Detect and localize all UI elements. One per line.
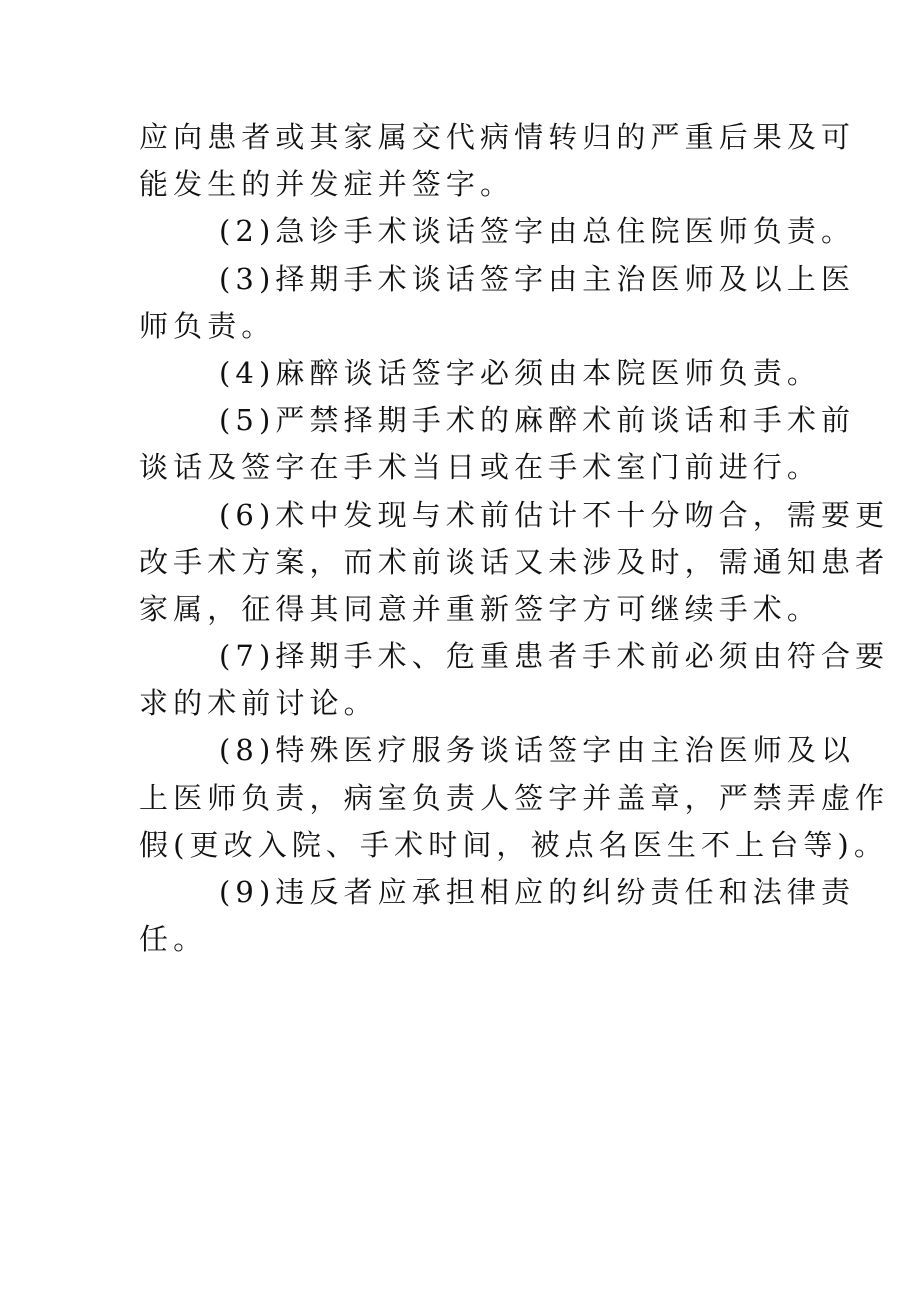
- paragraph-item-6: [139, 492, 890, 634]
- text-line: 谈话及签字在手术当日或在手术室门前进行。: [139, 450, 822, 485]
- text-line: (2)急诊手术谈话签字由总住院医师负责。: [219, 214, 856, 249]
- text-line: (9)违反者应承担相应的纠纷责任和法律责: [219, 875, 856, 909]
- paragraph-item-4: [139, 350, 821, 397]
- text-line: (6)术中发现与术前估计不十分吻合，需要更: [219, 497, 890, 532]
- paragraph-continuation: [139, 114, 856, 208]
- text-line: (4)麻醉谈话签字必须由本院医师负责。: [219, 355, 821, 390]
- text-line: (5)严禁择期手术的麻醉术前谈话和手术前: [219, 403, 856, 438]
- text-line: 能发生的并发症并签字。: [139, 167, 515, 202]
- paragraph-item-8: [139, 727, 890, 869]
- text-line: 应向患者或其家属交代病情转归的严重后果及可: [139, 120, 856, 154]
- text-line: 任。: [139, 922, 208, 957]
- paragraph-item-9: [139, 869, 856, 963]
- text-line: 求的术前讨论。: [139, 686, 378, 721]
- paragraph-item-3: [139, 256, 856, 350]
- document-body: [139, 114, 890, 963]
- text-line: (8)特殊医疗服务谈话签字由主治医师及以: [219, 733, 856, 768]
- text-line: (3)择期手术谈话签字由主治医师及以上医: [219, 261, 856, 296]
- text-line: (7)择期手术、危重患者手术前必须由符合要: [219, 639, 890, 674]
- paragraph-item-7: [139, 633, 890, 727]
- text-line: 假(更改入院、手术时间，被点名医生不上台等)。: [139, 827, 888, 862]
- paragraph-item-5: [139, 397, 856, 491]
- paragraph-item-2: [139, 208, 856, 255]
- text-line: 师负责。: [139, 308, 276, 343]
- text-line: 家属，征得其同意并重新签字方可继续手术。: [139, 591, 822, 626]
- text-line: 改手术方案，而术前谈话又未涉及时，需通知患者: [139, 544, 890, 579]
- text-line: 上医师负责，病室负责人签字并盖章，严禁弄虚作: [139, 780, 890, 815]
